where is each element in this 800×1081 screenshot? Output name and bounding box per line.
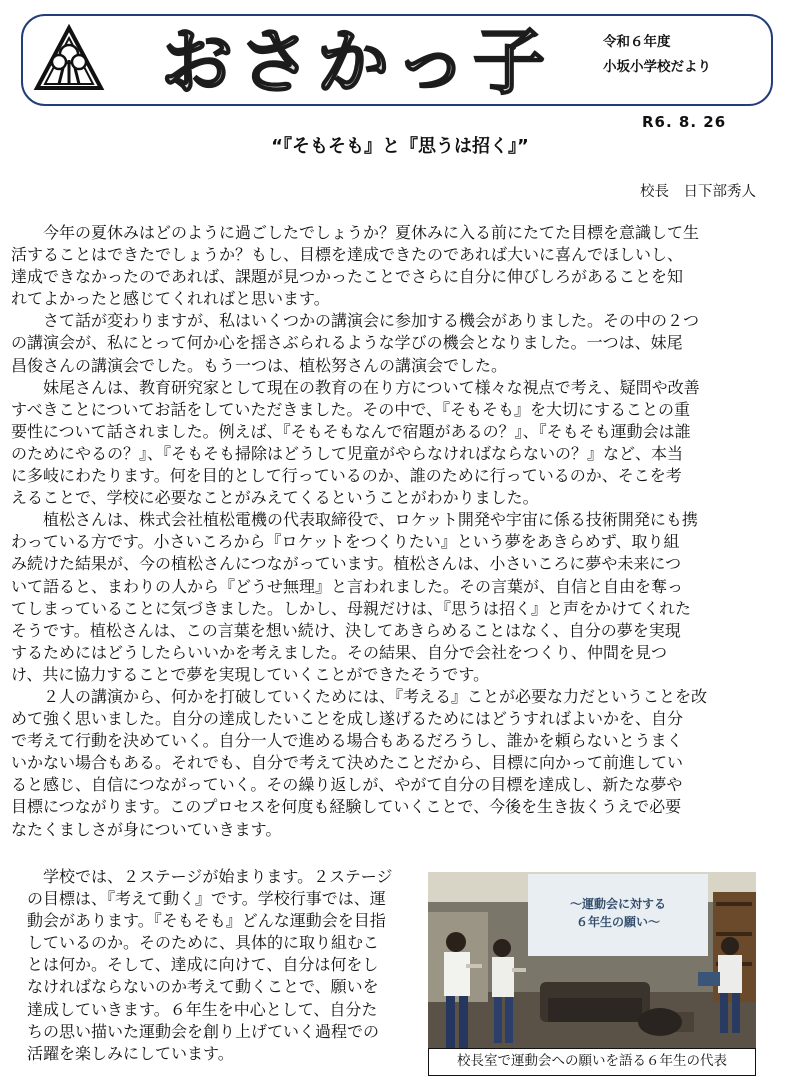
paragraph-5: ２人の講演から、何かを打破していくためには、『考える』ことが必要な力だということを改 めて強く思いました。自分の達成したいことを成し遂げるためにはどうすればよいかを、自分 で考えて行動を決めていく。自分一人で進める場合もあるだろうし、誰かを頼らないとうまく いかない場合もある。それでも、自分で考えて決めたことだから、目標に向かって前進してい ると感じ、自信につながっていく。その繰り返しが、やがて自分の目標を達成し、新たな夢や 目標につながります。このプロセスを何度も経験していくことで、今後を生き抜くうえで必要 なたくましさが身についていきます。 bbox=[11, 686, 708, 839]
paragraph-1: 今年の夏休みはどのように過ごしたでしょうか？夏休みに入る前にたてた目標を意識して生 活することはできたでしょうか？もし、目標を達成できたのであれば大いに喜んでほしいし、 達成できなかったのであれば、課題が見つかったことでさらに自分に伸びしろがあることを知 れてよかったと感じてくれればと思います。 bbox=[11, 223, 700, 309]
article-body bbox=[11, 222, 763, 841]
event-photo bbox=[428, 872, 756, 1048]
classroom-photo-illustration bbox=[428, 872, 756, 1048]
article-headline: “『そもそも』と『思うは招く』” bbox=[271, 136, 529, 157]
header-info bbox=[603, 30, 711, 80]
closing-paragraph: 学校では、２ステージが始まります。２ステージ の目標は、『考えて動く』です。学校行事では、運 動会があります。『そもそも』どんな運動会を目指 しているのか。そのために、具体的に取り組むこ とは何か。そして、達成に向けて、自分は何をし なければならないのか考えて動くことで、願いを 達成していきます。６年生を中心として、自分た ちの思い描いた運動会を創り上げていく過程での 活躍を楽しみにしています。 bbox=[27, 867, 393, 1063]
paragraph-3: 妹尾さんは、教育研究家として現在の教育の在り方について様々な視点で考え、疑問や改善 すべきことについてお話をしていただきました。その中で、『そもそも』を大切にすることの重 要性について話されました。例えば、『そもそもなんで宿題があるの？』、『そもそも運動会は誰 のためにやるの？』、『そもそも掃除はどうして児童がやらなければならないの？』など、本当 に多岐にわたります。何を目的として行っているのか、誰のために行っているのか、そこを考 えることで、学校に必要なことがみえてくるということがわかりました。 bbox=[11, 377, 700, 508]
screen-text-2: ６年生の願い～ bbox=[575, 915, 661, 929]
issue-date: R6. 8. 26 bbox=[642, 113, 727, 131]
fiscal-year: 令和６年度 bbox=[603, 34, 671, 50]
school-emblem-icon bbox=[33, 24, 105, 96]
paragraph-2: さて話が変わりますが、私はいくつかの講演会に参加する機会がありました。その中の２つ の講演会が、私にとって何か心を揺さぶられるような学びの機会となりました。一つは、妹尾 昌俊さんの講演会でした。もう一つは、植松努さんの講演会でした。 bbox=[11, 311, 700, 375]
newsletter-header bbox=[21, 14, 773, 106]
author-line: 校長 日下部秀人 bbox=[640, 184, 756, 200]
screen-text-1: ～運動会に対する bbox=[569, 897, 667, 911]
paragraph-4: 植松さんは、株式会社植松電機の代表取締役で、ロケット開発や宇宙に係る技術開発にも携 わっている方です。小さいころから『ロケットをつくりたい』という夢をあきらめず、取り組 み続けた結果が、今の植松さんにつながっています。植松さんは、小さいころに夢や未来につ いて語ると、まわりの人から『どうせ無理』と言われました。その言葉が、自信と自由を奪っ てしまっていることに気づきました。しかし、母親だけは、『思うは招く』と声をかけてくれた そうです。植松さんは、この言葉を想い続け、決してあきらめることはなく、自分の夢を実現 するためにはどうしたらいいかを考えました。その結果、自分で会社をつくり、仲間を見つ け、共に協力することで夢を実現していくことができたそうです。 bbox=[11, 510, 698, 684]
newsletter-title: おさかっ子 bbox=[161, 20, 552, 104]
photo-caption: 校長室で運動会への願いを語る６年生の代表 bbox=[428, 1048, 756, 1076]
school-name: 小坂小学校だより bbox=[603, 59, 711, 75]
